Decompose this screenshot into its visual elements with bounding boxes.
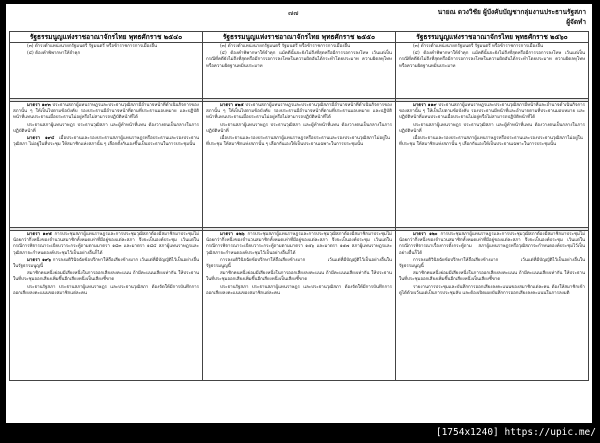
section-label: มาตรา ๑๒๖ bbox=[219, 232, 245, 237]
section-label: มาตรา ๑๙๓ bbox=[27, 103, 51, 108]
header-2560: รัฐธรรมนูญแห่งราชอาณาจักรไทย พุทธศักราช ๒๕๖๐ bbox=[395, 32, 588, 43]
cell-2550-r1 bbox=[202, 43, 395, 99]
section-paragraph bbox=[399, 103, 585, 122]
cell-2560-r1 bbox=[395, 43, 588, 99]
section-label: มาตรา ๑๒๐ bbox=[412, 232, 438, 237]
cell-2560-r3 bbox=[395, 231, 588, 381]
image-footer-bar bbox=[0, 423, 600, 443]
section-text: เมื่อประธานและรองประธานสภาผู้แทนราษฎรหรือประธานและรองประธานวุฒิสภา ไม่อยู่ในที่ประชุม ให้สมาชิกแห่งสภานั้น ๆ เลือกตั้งกันเองขึ้นเป็นประธานในการประชุมนั้น bbox=[13, 136, 199, 148]
footer-watermark: [1754x1240] https://upic.me/ bbox=[435, 427, 596, 438]
paragraph: เมื่อประธานและรองประธานสภาผู้แทนราษฎรหรือประธานและรองประธานวุฒิสภาไม่อยู่ในที่ประชุม ให้สมาชิกแห่งสภานั้น ๆ เลือกกันเองให้เป็นประธานเฉพาะในการประชุมนั้น bbox=[398, 136, 583, 148]
section-paragraph bbox=[206, 232, 392, 257]
section-text: การประชุมสภาผู้แทนราษฎรและการประชุมวุฒิสภาต้องมีสมาชิกมาประชุมไม่น้อยกว่ากึ่งหนึ่งของจำนวนสมาชิกทั้งหมดเท่าที่มีอยู่ของแต่ละสภา จึงจะเป็นองค์ประชุม เว้นแต่ในกรณีการพิจารณาระเบียบวาระกระทู้ถามตามมาตรา ๑๕๖ และมาตรา ๑๕๗ สภาผู้แทนราษฎรและวุฒิสภาจะกำหนดองค์ประชุมไว้เป็นอย่างอื่นก็ได้ bbox=[205, 232, 392, 256]
section-paragraph bbox=[13, 232, 199, 257]
section-paragraph bbox=[399, 232, 585, 257]
section-text: การประชุมสภาผู้แทนราษฎรและการประชุมวุฒิสภาต้องมีสมาชิกมาประชุมไม่น้อยกว่ากึ่งหนึ่งของจำนวนสมาชิกทั้งหมดเท่าที่มีอยู่ของแต่ละสภา จึงจะเป็นองค์ประชุม เว้นแต่ในกรณีการพิจารณาระเบียบวาระกระทู้ถามตามมาตรา ๑๘๓ และมาตรา ๑๘๔ สภาผู้แทนราษฎรและวุฒิสภาจะกำหนดองค์ประชุมไว้เป็นอย่างอื่นก็ได้ bbox=[13, 232, 199, 256]
section-text: ประธานสภาผู้แทนราษฎรและประธานวุฒิสภามีอำนาจหน้าที่ดำเนินกิจการของสภานั้น ๆ ให้เป็นไปตามข้อบังคับ รองประธานมีอำนาจหน้าที่ตามที่ประธานมอบหมาย และปฏิบัติหน้าที่แทนประธานเมื่อประธานไม่อยู่หรือไม่สามารถปฏิบัติหน้าที่ได้ bbox=[13, 103, 199, 121]
table-row bbox=[10, 231, 589, 381]
paragraph: สมาชิกคนหนึ่งย่อมมีเสียงหนึ่งในการออกเสียงลงคะแนน ถ้ามีคะแนนเสียงเท่ากัน ให้ประธานในที่ประชุมออกเสียงเพิ่มขึ้นอีกเสียงหนึ่งเป็นเสียงชี้ขาด bbox=[13, 271, 199, 283]
section-paragraph bbox=[206, 103, 392, 122]
section-label: มาตรา ๑๑๙ bbox=[412, 103, 437, 108]
paragraph: (๔) ต้องคำพิพากษาให้จำคุก แม้คดีนั้นจะยังไม่ถึงที่สุดหรือมีการรอการลงโทษ เว้นแต่เป็นกรณีที่คดียังไม่ถึงที่สุดหรือมีการรอการลงโทษในความผิดอันได้กระทำโดยประมาท ความผิดลหุโทษ หรือความผิดฐานหมิ่นประมาท bbox=[205, 51, 392, 69]
cell-2550-r2 bbox=[202, 102, 395, 228]
cell-2550-r3 bbox=[202, 231, 395, 381]
cell-2540-r2 bbox=[10, 102, 203, 228]
author-line-2: ผู้จัดทำ bbox=[566, 18, 586, 26]
paragraph: รายงานการประชุมและบันทึกการออกเสียงลงคะแนนของสมาชิกแต่ละคน ต้องให้สมาชิกเข้าดูได้ด้วยเว้นแต่เป็นการประชุมลับ และต้องเปิดเผยบันทึกการออกเสียงลงคะแนนในการลงมติ bbox=[398, 284, 585, 296]
paragraph: สมาชิกคนหนึ่งย่อมมีเสียงหนึ่งในการออกเสียงลงคะแนน ถ้ามีคะแนนเสียงเท่ากัน ให้ประธานในที่ประชุมออกเสียงเพิ่มขึ้นอีกเสียงหนึ่งเป็นเสียงชี้ขาด bbox=[205, 271, 392, 283]
paragraph: การลงมติวินิจฉัยข้อปรึกษาให้ถือเสียงข้างมาก เว้นแต่ที่มีบัญญัติไว้เป็นอย่างอื่นในรัฐธรรมนูญนี้ bbox=[205, 257, 392, 270]
section-label: มาตรา ๑๒๕ bbox=[219, 103, 244, 108]
author-credit bbox=[438, 7, 586, 27]
paragraph: (๔) ต้องคำพิพากษาให้จำคุก แม้คดีนั้นจะยังไม่ถึงที่สุดหรือมีการรอการลงโทษ เว้นแต่เป็นกรณีที่คดียังไม่ถึงที่สุดหรือมีการรอการลงโทษในความผิดอันได้กระทำโดยประมาท ความผิดลหุโทษ หรือความผิดฐานหมิ่นประมาท bbox=[398, 51, 585, 69]
author-line-1: นายณ ดวงวิชัย ผู้บังคับบัญชากลุ่มงานประธานรัฐสภา bbox=[437, 8, 586, 16]
section-paragraph bbox=[13, 258, 199, 270]
cell-2560-r2 bbox=[395, 102, 588, 228]
section-label: มาตรา ๑๙๔ bbox=[27, 136, 55, 142]
paragraph: (๓) ดำรงตำแหน่งนายกรัฐมนตรี รัฐมนตรี หรือข้าราชการการเมืองอื่น bbox=[412, 44, 543, 49]
paragraph: สมาชิกคนหนึ่งย่อมมีเสียงหนึ่งในการออกเสียงลงคะแนน ถ้ามีคะแนนเสียงเท่ากัน ให้ประธานในที่ประชุมออกเสียงเพิ่มขึ้นอีกเสียงหนึ่งเป็นเสียงชี้ขาด bbox=[398, 271, 585, 283]
section-paragraph bbox=[13, 136, 199, 148]
paragraph: ประธานสภาผู้แทนราษฎร ประธานวุฒิสภา และผู้ทำหน้าที่แทน ต้องวางตนเป็นกลางในการปฏิบัติหน้าที่ bbox=[13, 122, 199, 134]
section-text: ประธานสภาผู้แทนราษฎรและประธานวุฒิสภามีอำนาจหน้าที่ดำเนินกิจการของสภานั้น ๆ ให้เป็นไปตามข้อบังคับ รองประธานมีอำนาจหน้าที่ตามที่ประธานมอบหมาย และปฏิบัติหน้าที่แทนประธานเมื่อประธานไม่อยู่หรือไม่สามารถปฏิบัติหน้าที่ได้ bbox=[205, 103, 392, 121]
section-text: ประธานสภาผู้แทนราษฎรและประธานวุฒิสภามีหน้าที่และอำนาจดำเนินกิจการของสภานั้น ๆ ให้เป็นไปตามข้อบังคับ รองประธานมีหน้าที่และอำนาจตามที่ประธานมอบหมาย และปฏิบัติหน้าที่แทนประธานเมื่อประธานไม่อยู่หรือไม่สามารถปฏิบัติหน้าที่ได้ bbox=[398, 103, 585, 121]
section-text: การลงมติวินิจฉัยข้อปรึกษาให้ถือเสียงข้างมาก เว้นแต่ที่มีบัญญัติไว้เป็นอย่างอื่นในรัฐธรรมนูญนี้ bbox=[13, 257, 199, 270]
comparison-table bbox=[9, 31, 589, 381]
table-row bbox=[10, 43, 589, 99]
page-number: ๗๗ bbox=[288, 9, 299, 17]
section-text: การประชุมสภาผู้แทนราษฎรและการประชุมวุฒิสภาต้องมีสมาชิกมาประชุมไม่น้อยกว่ากึ่งหนึ่งของจำนวนสมาชิกทั้งหมดเท่าที่มีอยู่ของแต่ละสภา จึงจะเป็นองค์ประชุม เว้นแต่ในกรณีการพิจารณาเรื่องการตั้งกระทู้ถาม สภาผู้แทนราษฎรหรือวุฒิสภาจะกำหนดองค์ประชุมไว้เป็นอย่างอื่นก็ได้ bbox=[398, 232, 585, 256]
paragraph: (๓) ดำรงตำแหน่งนายกรัฐมนตรี รัฐมนตรี หรือข้าราชการการเมืองอื่น bbox=[27, 44, 158, 49]
header-2540: รัฐธรรมนูญแห่งราชอาณาจักรไทย พุทธศักราช ๒๕๔๐ bbox=[10, 32, 203, 43]
paragraph: (๓) ดำรงตำแหน่งนายกรัฐมนตรี รัฐมนตรี หรือข้าราชการการเมืองอื่น bbox=[219, 44, 350, 49]
paragraph: (๔) ต้องคำพิพากษาให้จำคุก bbox=[27, 51, 81, 57]
paragraph: ประธานสภาผู้แทนราษฎร ประธานวุฒิสภา และผู้ทำหน้าที่แทน ต้องวางตนเป็นกลางในการปฏิบัติหน้าที่ bbox=[398, 122, 585, 134]
paragraph: เมื่อประธานและรองประธานสภาผู้แทนราษฎรหรือประธานและรองประธานวุฒิสภาไม่อยู่ในที่ประชุม ให้สมาชิกแห่งสภานั้น ๆ เลือกกันเองให้เป็นประธานเฉพาะในการประชุมนั้น bbox=[205, 136, 390, 148]
page-header bbox=[6, 6, 592, 32]
section-label: มาตรา ๑๙๖ bbox=[27, 257, 51, 263]
table-header-row bbox=[10, 32, 589, 43]
paragraph: ประธานรัฐสภา ประธานสภาผู้แทนราษฎร และประธานวุฒิสภา ต้องจัดให้มีการบันทึกการออกเสียงลงคะแนนของสมาชิกแต่ละคน bbox=[205, 284, 392, 296]
document-page bbox=[6, 4, 592, 423]
paragraph: การลงมติวินิจฉัยข้อปรึกษาให้ถือเสียงข้างมาก เว้นแต่ที่มีบัญญัติไว้เป็นอย่างอื่นในรัฐธรรมนูญนี้ bbox=[398, 257, 585, 270]
table-row bbox=[10, 102, 589, 228]
paragraph: ประธานรัฐสภา ประธานสภาผู้แทนราษฎร และประธานวุฒิสภา ต้องจัดให้มีการบันทึกการออกเสียงลงคะแนนของสมาชิกแต่ละคน bbox=[13, 284, 199, 296]
cell-2540-r3 bbox=[10, 231, 203, 381]
paragraph: ประธานสภาผู้แทนราษฎร ประธานวุฒิสภา และผู้ทำหน้าที่แทน ต้องวางตนเป็นกลางในการปฏิบัติหน้าที่ bbox=[205, 122, 392, 134]
section-paragraph bbox=[13, 103, 199, 122]
section-label: มาตรา ๑๙๕ bbox=[27, 232, 52, 237]
cell-2540-r1 bbox=[10, 43, 203, 99]
header-2550: รัฐธรรมนูญแห่งราชอาณาจักรไทย พุทธศักราช ๒๕๕๐ bbox=[202, 32, 395, 43]
